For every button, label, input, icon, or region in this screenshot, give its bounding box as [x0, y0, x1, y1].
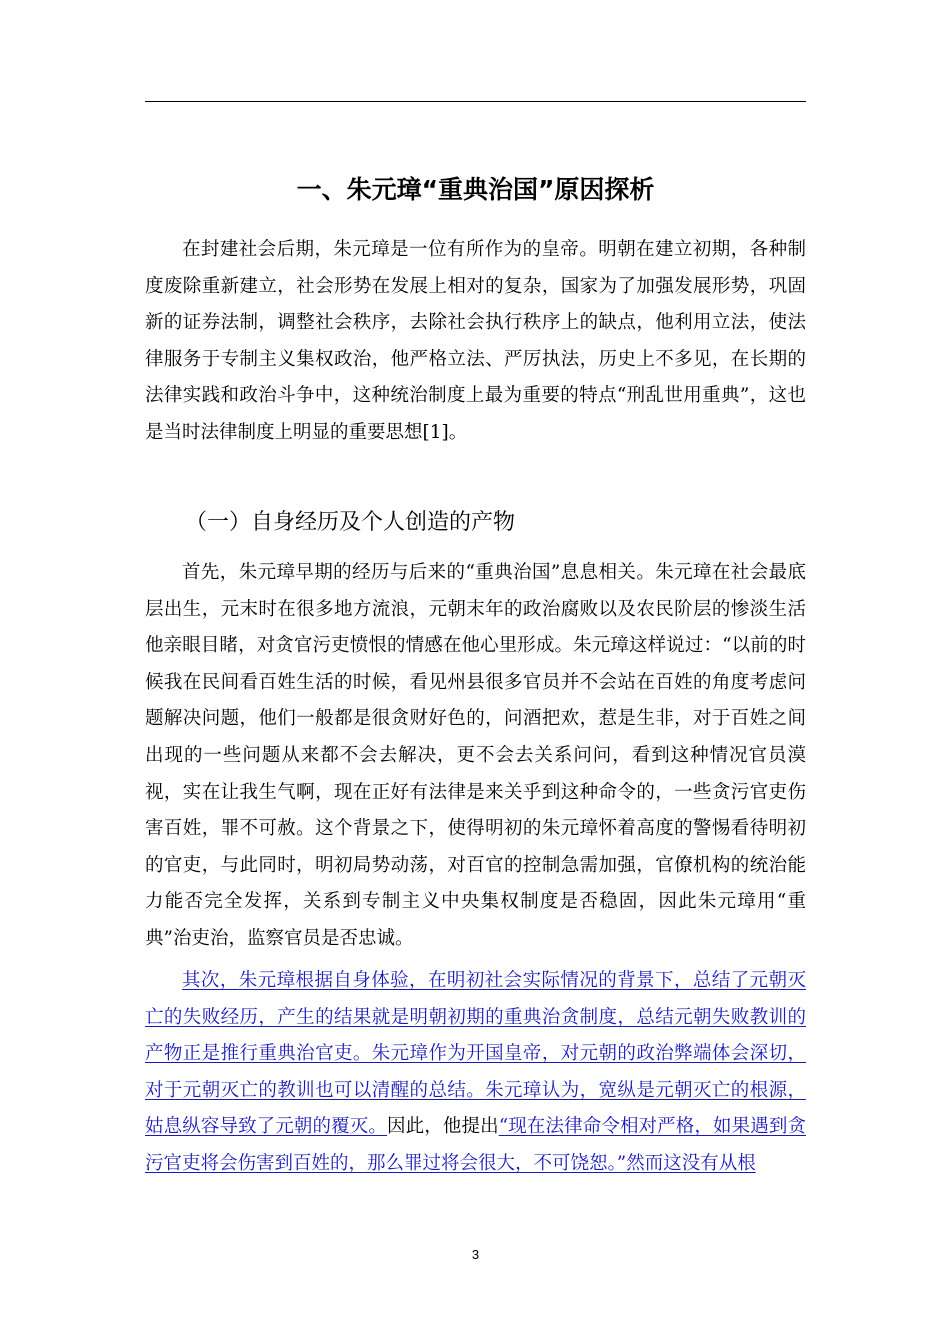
page-title: 一、朱元璋“重典治国”原因探析 [296, 175, 655, 204]
hyperlink-text-1[interactable]: 其次，朱元璋根据自身体验，在明初社会实际情况的背景下，总结了元朝灭亡的失败经历，产生的结果就是明朝初期的重典治贪制度，总结元朝失败教训的产物正是推行重典治官吏。朱元璋作为开国皇帝，对元朝的政治弊端体会深切，对于元朝灭亡的教训也可以清醒的总结。朱元璋认为，宽纵是元朝灭亡的根源，姑息纵容导致了元朝的覆灭。 [145, 970, 806, 1138]
body-paragraph-1: 首先，朱元璋早期的经历与后来的“重典治国”息息相关。朱元璋在社会最底层出生，元末时在很多地方流浪，元朝末年的政治腐败以及农民阶层的惨淡生活他亲眼目睹，对贪官污吏愤恨的情感在他心里形成。朱元璋这样说过：“以前的时候我在民间看百姓生活的时候，看见州县很多官员并不会站在百姓的角度考虑问题解决问题，他们一般都是很贪财好色的，问酒把欢，惹是生非，对于百姓之间出现的一些问题从来都不会去解决，更不会去关系问问，看到这种情况官员漠视，实在让我生气啊，现在正好有法律是来关乎到这种命令的，一些贪污官吏伤害百姓，罪不可赦。这个背景之下，使得明初的朱元璋怀着高度的警惕看待明初的官吏，与此同时，明初局势动荡，对百官的控制急需加强，官僚机构的统治能力能否完全发挥，关系到专制主义中央集权制度是否稳固，因此朱元璋用“重典”治吏治，监察官员是否忠诚。 [145, 562, 806, 949]
header-rule [145, 101, 806, 102]
page-number: 3 [471, 1247, 480, 1262]
hyperlink-text-2[interactable]: “现在法律命令相对严格，如果遇到贪污官吏将会伤害到百姓的，那么罪过将会很大，不可饶恕。”然而这没有从根 [145, 1116, 806, 1174]
plain-text: 因此，他提出 [387, 1116, 499, 1138]
intro-text: 在封建社会后期，朱元璋是一位有所作为的皇帝。明朝在建立初期，各种制度废除重新建立，社会形势在发展上相对的复杂，国家为了加强发展形势，巩固新的证券法制，调整社会秩序，去除社会执行秩序上的缺点，他利用立法，使法律服务于专制主义集权政治，他严格立法、严厉执法，历史上不多见，在长期的法律实践和政治斗争中，这种统治制度上最为重要的特点“刑乱世用重典”，这也是当时法律制度上明显的重要思想 [145, 239, 806, 443]
section-heading: （一）自身经历及个人创造的产物 [185, 510, 516, 535]
body-paragraph-2 [145, 963, 806, 1183]
intro-paragraph [145, 232, 806, 452]
citation-reference: [1]。 [422, 421, 468, 443]
